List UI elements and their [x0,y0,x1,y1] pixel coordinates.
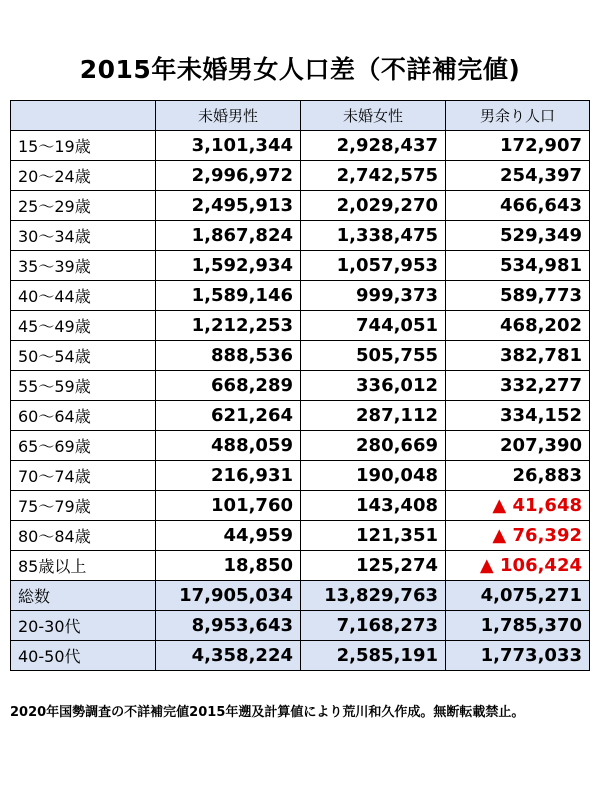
table-row [11,431,590,461]
unmarried-female-cell: 121,351 [301,521,446,551]
unmarried-male-cell: 44,959 [156,521,301,551]
surplus-male-cell: 1,785,370 [446,611,590,641]
age-label-cell: 70～74歳 [11,461,156,491]
surplus-male-cell: 334,152 [446,401,590,431]
unmarried-female-cell: 2,029,270 [301,191,446,221]
unmarried-male-cell: 1,212,253 [156,311,301,341]
unmarried-female-cell: 125,274 [301,551,446,581]
unmarried-female-cell: 190,048 [301,461,446,491]
surplus-male-cell: 26,883 [446,461,590,491]
surplus-male-cell: 468,202 [446,311,590,341]
surplus-male-cell: ▲ 106,424 [446,551,590,581]
age-label-cell: 30～34歳 [11,221,156,251]
header-unmarried-male: 未婚男性 [156,101,301,131]
age-label-cell: 75～79歳 [11,491,156,521]
age-label-cell: 55～59歳 [11,371,156,401]
age-label-cell: 50～54歳 [11,341,156,371]
unmarried-male-cell: 488,059 [156,431,301,461]
age-label-cell: 45～49歳 [11,311,156,341]
unmarried-male-cell: 888,536 [156,341,301,371]
age-label-cell: 20-30代 [11,611,156,641]
unmarried-male-cell: 668,289 [156,371,301,401]
age-label-cell: 20～24歳 [11,161,156,191]
unmarried-female-cell: 1,338,475 [301,221,446,251]
unmarried-female-cell: 287,112 [301,401,446,431]
table-row [11,521,590,551]
table-row [11,191,590,221]
age-label-cell: 総数 [11,581,156,611]
age-label-cell: 60～64歳 [11,401,156,431]
table-row [11,281,590,311]
unmarried-female-cell: 744,051 [301,311,446,341]
table-row [11,161,590,191]
age-label-cell: 80～84歳 [11,521,156,551]
unmarried-female-cell: 505,755 [301,341,446,371]
unmarried-male-cell: 1,592,934 [156,251,301,281]
table-row [11,341,590,371]
unmarried-male-cell: 2,495,913 [156,191,301,221]
table-row [11,251,590,281]
unmarried-male-cell: 101,760 [156,491,301,521]
age-label-cell: 40～44歳 [11,281,156,311]
surplus-male-cell: 382,781 [446,341,590,371]
age-label-cell: 35～39歳 [11,251,156,281]
unmarried-female-cell: 999,373 [301,281,446,311]
surplus-male-cell: 589,773 [446,281,590,311]
surplus-male-cell: 332,277 [446,371,590,401]
surplus-male-cell: 172,907 [446,131,590,161]
chart-title: 2015年未婚男女人口差（不詳補完値) [79,55,521,84]
table-row [11,311,590,341]
header-corner [11,101,156,131]
table-row [11,131,590,161]
table-row [11,461,590,491]
table-row [11,401,590,431]
unmarried-male-cell: 216,931 [156,461,301,491]
unmarried-female-cell: 143,408 [301,491,446,521]
unmarried-male-cell: 18,850 [156,551,301,581]
unmarried-male-cell: 17,905,034 [156,581,301,611]
age-label-cell: 15～19歳 [11,131,156,161]
table-row [11,551,590,581]
unmarried-male-cell: 8,953,643 [156,611,301,641]
unmarried-female-cell: 13,829,763 [301,581,446,611]
table-row [11,491,590,521]
summary-row [11,581,590,611]
unmarried-female-cell: 336,012 [301,371,446,401]
age-label-cell: 40-50代 [11,641,156,671]
surplus-male-cell: 466,643 [446,191,590,221]
surplus-male-cell: ▲ 76,392 [446,521,590,551]
unmarried-female-cell: 280,669 [301,431,446,461]
unmarried-male-cell: 1,589,146 [156,281,301,311]
header-surplus-male: 男余り人口 [446,101,590,131]
surplus-male-cell: 254,397 [446,161,590,191]
surplus-male-cell: 534,981 [446,251,590,281]
surplus-male-cell: ▲ 41,648 [446,491,590,521]
surplus-male-cell: 1,773,033 [446,641,590,671]
header-row [11,101,590,131]
summary-row [11,611,590,641]
unmarried-male-cell: 4,358,224 [156,641,301,671]
unmarried-male-cell: 2,996,972 [156,161,301,191]
unmarried-female-cell: 1,057,953 [301,251,446,281]
age-label-cell: 25～29歳 [11,191,156,221]
footnote: 2020年国勢調査の不詳補完値2015年遡及計算値により荒川和久作成。無断転載禁止。 [10,705,525,720]
surplus-male-cell: 4,075,271 [446,581,590,611]
population-table [10,100,590,671]
surplus-male-cell: 207,390 [446,431,590,461]
header-unmarried-female: 未婚女性 [301,101,446,131]
unmarried-male-cell: 621,264 [156,401,301,431]
unmarried-female-cell: 2,928,437 [301,131,446,161]
summary-row [11,641,590,671]
unmarried-male-cell: 1,867,824 [156,221,301,251]
unmarried-female-cell: 2,585,191 [301,641,446,671]
age-label-cell: 85歳以上 [11,551,156,581]
table-body [11,131,590,671]
unmarried-female-cell: 7,168,273 [301,611,446,641]
unmarried-male-cell: 3,101,344 [156,131,301,161]
table-row [11,371,590,401]
age-label-cell: 65～69歳 [11,431,156,461]
table-row [11,221,590,251]
surplus-male-cell: 529,349 [446,221,590,251]
unmarried-female-cell: 2,742,575 [301,161,446,191]
